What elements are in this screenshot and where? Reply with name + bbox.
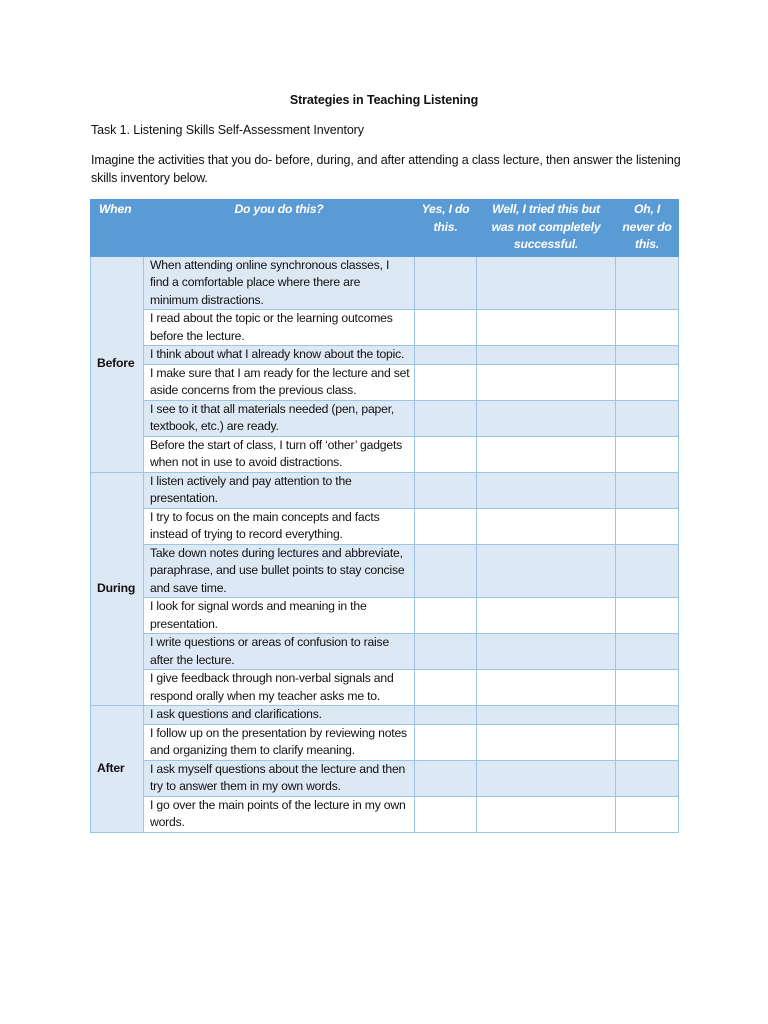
response-cell-yes[interactable] bbox=[415, 400, 477, 436]
table-row bbox=[91, 364, 679, 400]
table-row bbox=[91, 400, 679, 436]
statement-cell: I ask myself questions about the lecture and then try to answer them in my own words. bbox=[144, 760, 415, 796]
response-cell-never[interactable] bbox=[616, 346, 679, 365]
response-cell-yes[interactable] bbox=[415, 670, 477, 706]
response-cell-tried[interactable] bbox=[477, 400, 616, 436]
table-row bbox=[91, 346, 679, 365]
response-cell-never[interactable] bbox=[616, 598, 679, 634]
statement-cell: I read about the topic or the learning outcomes before the lecture. bbox=[144, 310, 415, 346]
response-cell-yes[interactable] bbox=[415, 346, 477, 365]
response-cell-tried[interactable] bbox=[477, 436, 616, 472]
response-cell-tried[interactable] bbox=[477, 346, 616, 365]
table-row bbox=[91, 670, 679, 706]
table-row bbox=[91, 724, 679, 760]
response-cell-tried[interactable] bbox=[477, 634, 616, 670]
table-row bbox=[91, 472, 679, 508]
response-cell-yes[interactable] bbox=[415, 544, 477, 598]
statement-cell: I write questions or areas of confusion to raise after the lecture. bbox=[144, 634, 415, 670]
response-cell-never[interactable] bbox=[616, 760, 679, 796]
response-cell-tried[interactable] bbox=[477, 724, 616, 760]
table-row bbox=[91, 544, 679, 598]
response-cell-tried[interactable] bbox=[477, 508, 616, 544]
table-row bbox=[91, 256, 679, 310]
response-cell-never[interactable] bbox=[616, 256, 679, 310]
response-cell-never[interactable] bbox=[616, 400, 679, 436]
task-heading: Task 1. Listening Skills Self-Assessment Inventory bbox=[91, 123, 364, 137]
response-cell-tried[interactable] bbox=[477, 706, 616, 725]
statement-cell: I think about what I already know about the topic. bbox=[144, 346, 415, 365]
response-cell-yes[interactable] bbox=[415, 724, 477, 760]
table-row bbox=[91, 508, 679, 544]
header-statement: Do you do this? bbox=[144, 200, 415, 256]
response-cell-tried[interactable] bbox=[477, 472, 616, 508]
instructions-text: Imagine the activities that you do- before, during, and after attending a class lecture, then answer the listening skills inventory below. bbox=[91, 153, 681, 185]
response-cell-yes[interactable] bbox=[415, 508, 477, 544]
response-cell-tried[interactable] bbox=[477, 310, 616, 346]
statement-cell: I see to it that all materials needed (pen, paper, textbook, etc.) are ready. bbox=[144, 400, 415, 436]
response-cell-yes[interactable] bbox=[415, 760, 477, 796]
response-cell-never[interactable] bbox=[616, 796, 679, 832]
response-cell-never[interactable] bbox=[616, 508, 679, 544]
statement-cell: Before the start of class, I turn off ‘other’ gadgets when not in use to avoid distractions. bbox=[144, 436, 415, 472]
response-cell-never[interactable] bbox=[616, 364, 679, 400]
response-cell-tried[interactable] bbox=[477, 544, 616, 598]
response-cell-never[interactable] bbox=[616, 472, 679, 508]
statement-cell: When attending online synchronous classes, I find a comfortable place where there are minimum distractions. bbox=[144, 256, 415, 310]
listening-inventory-table bbox=[90, 199, 679, 833]
table-row bbox=[91, 706, 679, 725]
header-never: Oh, I never do this. bbox=[616, 200, 679, 256]
response-cell-tried[interactable] bbox=[477, 256, 616, 310]
statement-cell: I look for signal words and meaning in the presentation. bbox=[144, 598, 415, 634]
statement-cell: I go over the main points of the lecture in my own words. bbox=[144, 796, 415, 832]
response-cell-yes[interactable] bbox=[415, 796, 477, 832]
table-body bbox=[91, 256, 679, 833]
response-cell-yes[interactable] bbox=[415, 256, 477, 310]
response-cell-tried[interactable] bbox=[477, 598, 616, 634]
response-cell-yes[interactable] bbox=[415, 310, 477, 346]
when-cell-after: After bbox=[91, 706, 144, 833]
table-row bbox=[91, 598, 679, 634]
when-cell-during: During bbox=[91, 472, 144, 706]
response-cell-never[interactable] bbox=[616, 544, 679, 598]
response-cell-yes[interactable] bbox=[415, 634, 477, 670]
document-title: Strategies in Teaching Listening bbox=[289, 93, 479, 107]
table-row bbox=[91, 760, 679, 796]
table-header-row bbox=[91, 200, 679, 256]
response-cell-tried[interactable] bbox=[477, 364, 616, 400]
response-cell-tried[interactable] bbox=[477, 760, 616, 796]
header-yes: Yes, I do this. bbox=[415, 200, 477, 256]
statement-cell: I try to focus on the main concepts and facts instead of trying to record everything. bbox=[144, 508, 415, 544]
response-cell-never[interactable] bbox=[616, 670, 679, 706]
response-cell-yes[interactable] bbox=[415, 472, 477, 508]
statement-cell: I follow up on the presentation by reviewing notes and organizing them to clarify meaning. bbox=[144, 724, 415, 760]
statement-cell: I give feedback through non-verbal signals and respond orally when my teacher asks me to. bbox=[144, 670, 415, 706]
response-cell-never[interactable] bbox=[616, 634, 679, 670]
response-cell-yes[interactable] bbox=[415, 598, 477, 634]
response-cell-tried[interactable] bbox=[477, 670, 616, 706]
response-cell-yes[interactable] bbox=[415, 706, 477, 725]
response-cell-never[interactable] bbox=[616, 724, 679, 760]
statement-cell: Take down notes during lectures and abbreviate, paraphrase, and use bullet points to stay concise and save time. bbox=[144, 544, 415, 598]
response-cell-never[interactable] bbox=[616, 310, 679, 346]
statement-cell: I listen actively and pay attention to the presentation. bbox=[144, 472, 415, 508]
response-cell-never[interactable] bbox=[616, 706, 679, 725]
table-row bbox=[91, 436, 679, 472]
response-cell-yes[interactable] bbox=[415, 364, 477, 400]
table-row bbox=[91, 310, 679, 346]
table-row bbox=[91, 634, 679, 670]
response-cell-tried[interactable] bbox=[477, 796, 616, 832]
table-row bbox=[91, 796, 679, 832]
response-cell-never[interactable] bbox=[616, 436, 679, 472]
statement-cell: I ask questions and clarifications. bbox=[144, 706, 415, 725]
when-cell-before: Before bbox=[91, 256, 144, 473]
header-tried: Well, I tried this but was not completely successful. bbox=[477, 200, 616, 256]
header-when: When bbox=[91, 200, 144, 256]
statement-cell: I make sure that I am ready for the lecture and set aside concerns from the previous class. bbox=[144, 364, 415, 400]
response-cell-yes[interactable] bbox=[415, 436, 477, 472]
